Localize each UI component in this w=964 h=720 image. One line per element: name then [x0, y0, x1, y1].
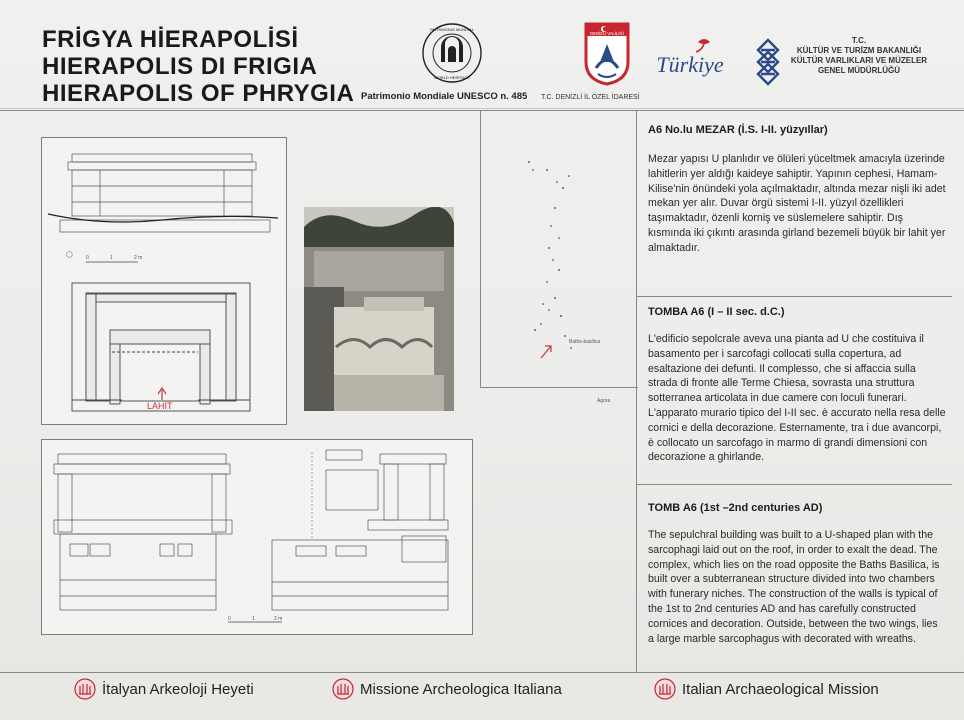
ministry-emblem-icon [752, 38, 784, 86]
scale2-one: 1 [252, 616, 255, 622]
sections-svg [42, 440, 474, 636]
mission-emblem-icon [332, 678, 354, 700]
unesco-caption: Patrimonio Mondiale UNESCO n. 485 [361, 91, 528, 102]
scale-one: 1 [110, 255, 113, 261]
ministry-line-4: GENEL MÜDÜRLÜĞÜ [817, 66, 901, 75]
ministry-line-3: KÜLTÜR VARLIKLARI VE MÜZELER [790, 56, 928, 65]
title-turkish: FRİGYA HİERAPOLİSİ [42, 26, 299, 53]
section-title-italian: TOMBA A6 (I – II sec. d.C.) [648, 306, 785, 318]
footer-text-italian: Missione Archeologica Italiana [360, 680, 562, 698]
scale2-two: 2 m [274, 616, 283, 622]
map-label-baths: Baths-basilica [569, 339, 601, 345]
section-title-turkish: A6 No.lu MEZAR (İ.S. I-II. yüzyıllar) [648, 124, 828, 136]
footer-mission-english [654, 678, 879, 700]
turkiye-wordmark: Türkiye [656, 52, 724, 77]
svg-text:◯: ◯ [66, 252, 73, 258]
ministry-caption [785, 36, 933, 76]
mission-emblem-icon [74, 678, 96, 700]
tomb-photograph [304, 207, 454, 411]
scale-zero: 0 [86, 255, 89, 261]
footer-text-turkish: İtalyan Arkeoloji Heyeti [102, 680, 254, 698]
section-body-turkish: Mezar yapısı U planlıdır ve ölüleri yüceltmek amacıyla üzerinde lahitlerin yer aldığı kaideye sahiptir. Yapının cephesi, Hamam-Kilise'nin önündeki yola açılmaktadır, altında mezar nişli iki adet mekan yer alır. Duvar örgü sistemi I-II. yüzyıl özellikleri taşımaktadır, özenli korniş ve süslemelere sahiptir. Dış kısmında iki çıkıntı arasında girland bezemeli büyük bir lahit yer almaktadır. [648, 153, 946, 254]
header-divider [0, 108, 964, 109]
elevation-plan-drawing [41, 137, 287, 425]
scale2-zero: 0 [228, 616, 231, 622]
footer-mission-turkish [74, 678, 254, 700]
title-italian: HIERAPOLIS DI FRIGIA [42, 53, 318, 80]
sarcophagus-label: LAHİT [147, 401, 173, 411]
svg-text:DENİZLİ VALİLİĞİ: DENİZLİ VALİLİĞİ [590, 31, 624, 36]
title-english: HIERAPOLIS OF PHRYGIA [42, 80, 355, 107]
scale-two: 2 m [134, 255, 143, 261]
section-body-italian: L'edificio sepolcrale aveva una pianta ad U che costituiva il basamento per i sarcofagi collocati sulla copertura, ad esaltazione dei defunti. Il complesso, che si affaccia sulla strada di fronte alle Terme Chiesa, sovrasta una struttura sotterranea articolata in due camere con loculi funerari. L'apparato murario tipico del I-II sec. è accurato nella resa delle cornici e della decorazione. Esternamente, tra i due avancorpi, è collocato un sarcofago in marmo di grandi dimensioni con decorazione a ghirlande. [648, 333, 946, 464]
plan-svg [42, 138, 288, 426]
svg-text:PATRIMONIO MUNDIAL: PATRIMONIO MUNDIAL [430, 27, 474, 32]
svg-text:WORLD HERITAGE: WORLD HERITAGE [433, 75, 471, 80]
site-map [480, 110, 638, 388]
footer-text-english: Italian Archaeological Mission [682, 680, 879, 698]
ministry-line-1: T.C. [851, 36, 867, 45]
section-drawings [41, 439, 473, 635]
unesco-heritage-icon [421, 22, 483, 84]
footer-mission-italian [332, 678, 562, 700]
section-divider-1 [636, 296, 952, 297]
section-body-english: The sepulchral building was built to a U-shaped plan with the sarcophagi laid out on the roof, in order to exalt the dead. The complex, which lies on the road opposite the Baths Basilica, is built over a subterranean structure divided into two chambers with funerary niches. The construction of the walls is typical of the 1st to 2nd centuries AD and has carefully constructed cornices and decoration. Outside, between the two wings, lies a large marble sarcophagus with decorated with wreaths. [648, 529, 940, 645]
section-title-english: TOMB A6 (1st –2nd centuries AD) [648, 502, 823, 514]
title-block [42, 26, 354, 107]
ministry-line-2: KÜLTÜR VE TURİZM BAKANLIĞI [796, 46, 922, 55]
map-label-agora: Agora [597, 398, 611, 404]
turkiye-logo-icon [640, 36, 740, 82]
denizli-badge-text [584, 22, 630, 38]
mission-emblem-icon [654, 678, 676, 700]
section-divider-2 [636, 484, 952, 485]
denizli-caption: T.C. DENİZLİ İL ÖZEL İDARESİ [541, 94, 640, 101]
